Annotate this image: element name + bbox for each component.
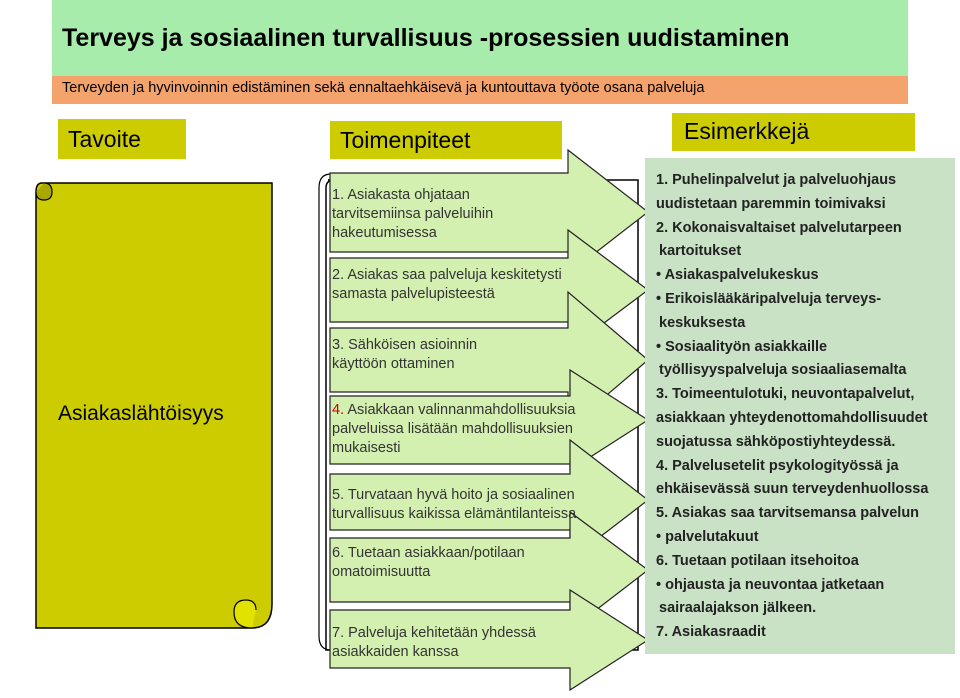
action-line [332,285,562,304]
action-line [332,224,493,243]
header-esimerkkeja: Esimerkkejä [672,113,915,151]
example-line [659,362,906,378]
bullet-icon: • [656,267,665,284]
action-item-2 [332,266,562,304]
action-item-7 [332,624,536,662]
page-title: Terveys ja sosiaalinen turvallisuus -prosessien uudistaminen [62,24,790,52]
action-line [332,624,536,643]
action-item-5 [332,486,576,524]
example-text: Sosiaalityön asiakkaille [665,338,828,355]
action-line [332,420,575,439]
action-text: 2. Asiakas saa palveluja keskitetysti [332,267,562,283]
example-line [656,172,896,188]
action-text: samasta palvelupisteestä [332,286,495,302]
example-text: 4. Palvelusetelit psykologityössä ja [656,457,899,474]
action-line [332,266,562,285]
action-text: 7. Palveluja kehitetään yhdessä [332,625,536,641]
action-number: 4. [332,402,345,418]
example-line [659,243,741,259]
example-line [656,267,819,283]
example-line [656,624,766,640]
example-line [656,386,914,402]
example-text: asiakkaan yhteydenottomahdollisuudet [656,410,928,426]
action-line [332,486,576,505]
action-line [332,544,525,563]
example-text: palvelutakuut [665,529,759,545]
header-tavoite: Tavoite [58,119,186,159]
action-text: turvallisuus kaikissa elämäntilanteissa [332,506,577,522]
action-text: hakeutumisessa [332,225,437,241]
action-text: 3. Sähköisen asioinnin [332,337,478,353]
bullet-icon: • [656,338,666,355]
example-text: 7. Asiakasraadit [656,624,766,641]
example-line [656,410,928,426]
bullet-icon: • [656,576,666,593]
action-line [332,643,536,662]
action-text: Asiakkaan valinnanmahdollisuuksia [344,402,576,418]
example-line [656,553,859,569]
example-text: keskuksesta [659,314,746,331]
example-text: suojatussa sähköpostiyhteydessä. [656,433,896,450]
example-text: uudistetaan paremmin toimivaksi [656,195,886,212]
action-line [332,505,576,524]
example-line [656,505,919,521]
action-line [332,205,493,224]
example-text: ohjausta ja neuvontaa jatketaan [665,576,885,593]
example-line [659,315,745,331]
action-line [332,336,477,355]
action-item-4 [332,401,575,458]
header-toimenpiteet: Toimenpiteet [330,121,562,159]
example-text: kartoitukset [659,243,742,260]
action-text: tarvitsemiinsa palveluihin [332,206,494,222]
action-text: käyttöön ottaminen [332,356,455,372]
example-text: työllisyyspalveluja sosiaaliasemalta [659,362,907,379]
bullet-icon: • [656,291,666,307]
example-text: ehkäisevässä suun terveydenhuollossa [656,481,929,498]
example-text: sairaalajakson jälkeen. [659,600,817,617]
action-item-1 [332,186,493,243]
bullet-icon: • [656,529,666,545]
example-line [656,196,886,212]
example-line [656,220,902,236]
example-line [656,458,899,474]
action-line [332,186,493,205]
action-text: 5. Turvataan hyvä hoito ja sosiaalinen [332,487,575,503]
example-text: 3. Toimeentulotuki, neuvontapalvelut, [656,386,915,403]
action-line [332,401,575,420]
example-line [656,291,881,307]
action-text: mukaisesti [332,440,401,456]
action-line [332,563,525,582]
action-line [332,439,575,458]
action-line [332,355,477,374]
example-line [659,600,816,616]
action-item-6 [332,544,525,582]
action-text: omatoimisuutta [332,564,431,580]
action-text: 1. Asiakasta ohjataan [332,187,470,203]
example-line [656,339,827,355]
example-text: 1. Puhelinpalvelut ja palveluohjaus [656,172,897,188]
example-text: 6. Tuetaan potilaan itsehoitoa [656,552,859,569]
action-text: asiakkaiden kanssa [332,644,459,660]
action-text: palveluissa lisätään mahdollisuuksien [332,421,573,437]
example-text: Asiakaspalvelukeskus [664,267,819,284]
example-line [656,529,759,545]
action-text: 6. Tuetaan asiakkaan/potilaan [332,545,525,561]
example-text: 2. Kokonaisvaltaiset palvelutarpeen [656,219,902,236]
example-line [656,481,928,497]
goal-label: Asiakaslähtöisyys [58,402,224,425]
action-item-3 [332,336,477,374]
example-line [656,434,895,450]
example-text: 5. Asiakas saa tarvitsemansa palvelun [656,505,920,522]
example-line [656,577,884,593]
example-text: Erikoislääkäripalveluja terveys- [665,291,882,307]
page-subtitle: Terveyden ja hyvinvoinnin edistäminen sekä ennaltaehkäisevä ja kuntouttava työote osana palveluja [62,80,705,96]
